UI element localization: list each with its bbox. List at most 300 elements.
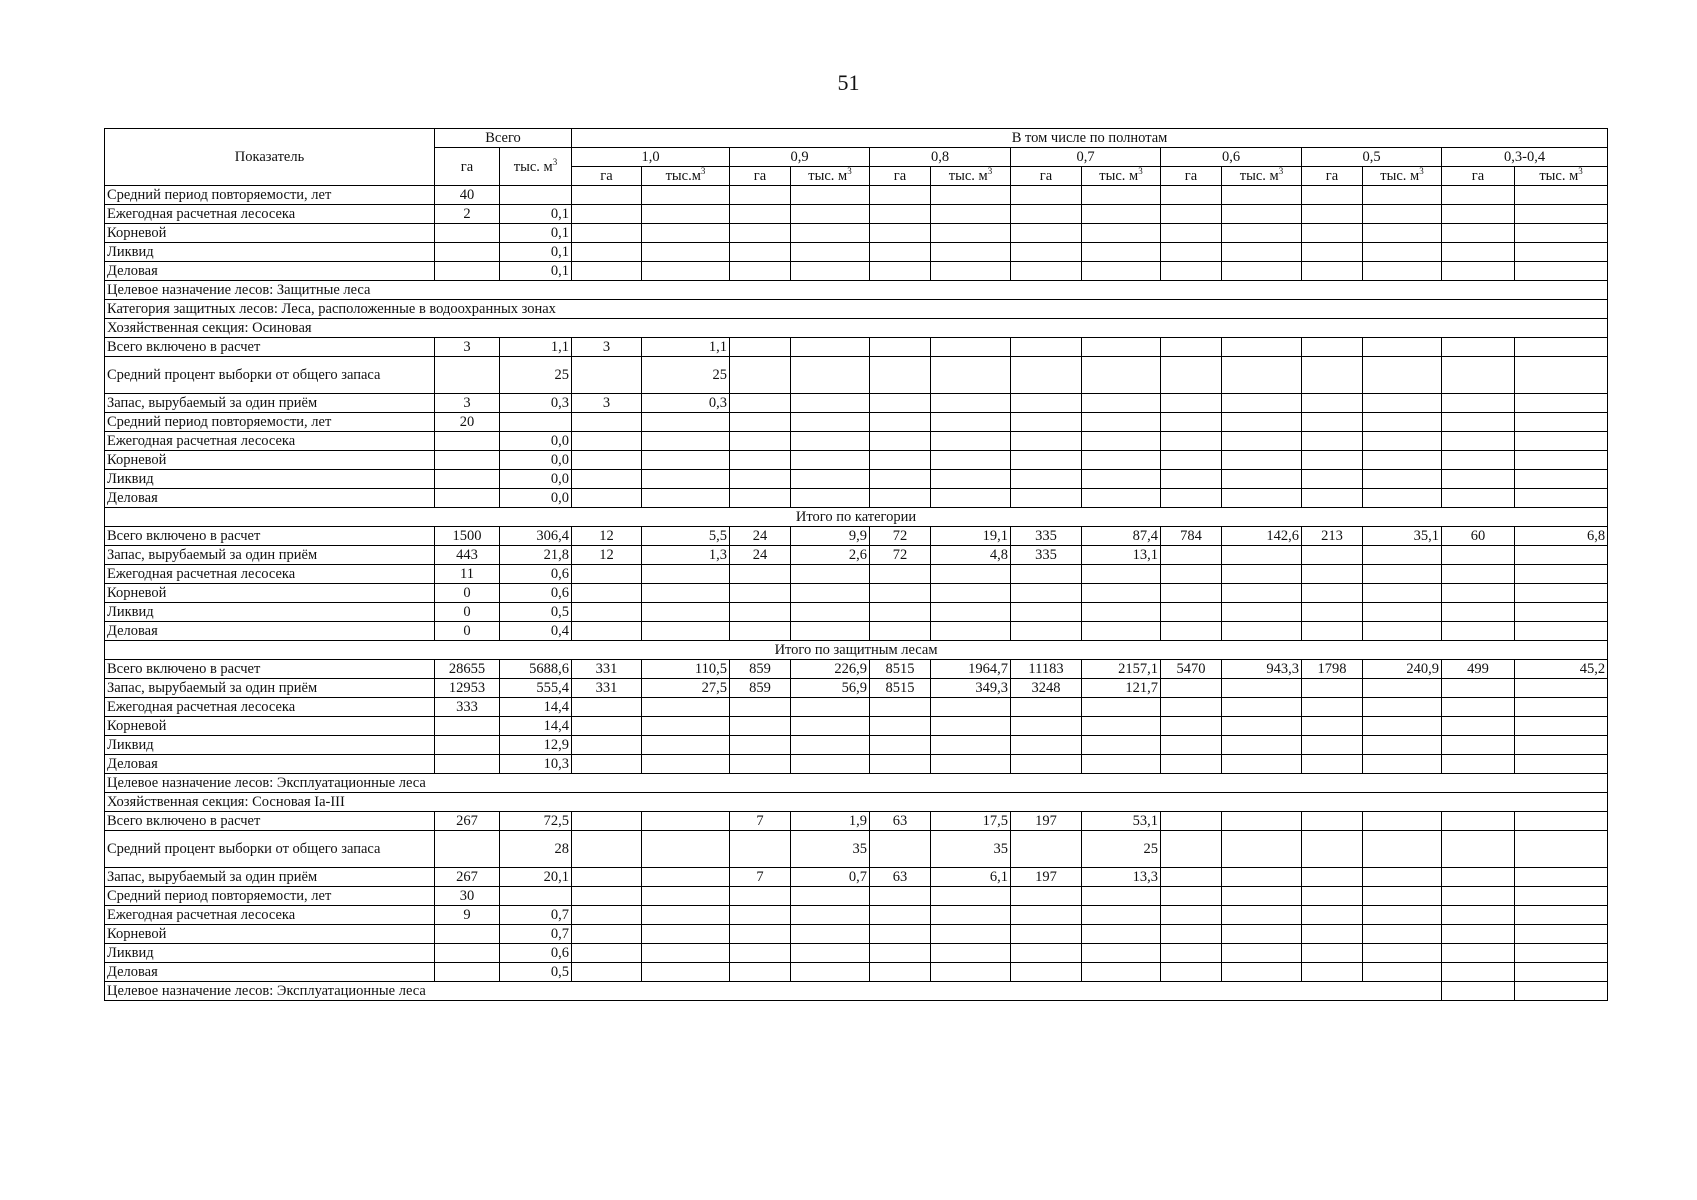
cell-volume: 56,9 xyxy=(791,679,870,698)
cell-area-ha xyxy=(572,489,642,508)
cell-area-ha xyxy=(572,413,642,432)
cell-area-ha xyxy=(572,451,642,470)
table-row xyxy=(105,831,1608,868)
cell-area-ha: 0 xyxy=(435,603,500,622)
cell-area-ha xyxy=(1302,262,1363,281)
cell-volume xyxy=(642,243,730,262)
cell-volume: 110,5 xyxy=(642,660,730,679)
cell-volume xyxy=(791,205,870,224)
cell-area-ha xyxy=(1442,906,1515,925)
cell-volume xyxy=(642,736,730,755)
cell-area-ha xyxy=(870,755,931,774)
cell-volume: 2157,1 xyxy=(1082,660,1161,679)
cell-area-ha xyxy=(870,489,931,508)
cell-area-ha xyxy=(1161,603,1222,622)
cell-area-ha: 63 xyxy=(870,868,931,887)
table-row xyxy=(105,470,1608,489)
cell-volume xyxy=(791,470,870,489)
cell-area-ha xyxy=(1161,186,1222,205)
cell-volume xyxy=(931,394,1011,413)
cell-volume: 0,1 xyxy=(500,262,572,281)
table-row xyxy=(105,205,1608,224)
cell-volume xyxy=(1363,698,1442,717)
table-row xyxy=(105,944,1608,963)
subheader-ha: га xyxy=(1011,167,1082,186)
cell-area-ha: 213 xyxy=(1302,527,1363,546)
cell-area-ha xyxy=(1161,205,1222,224)
cell-volume xyxy=(1222,963,1302,982)
cell-area-ha xyxy=(435,243,500,262)
cell-volume xyxy=(1515,963,1608,982)
cell-volume xyxy=(642,262,730,281)
cell-area-ha xyxy=(870,413,931,432)
table-row xyxy=(105,186,1608,205)
cell-area-ha xyxy=(730,224,791,243)
cell-area-ha xyxy=(435,736,500,755)
cell-volume xyxy=(1222,186,1302,205)
cell-volume xyxy=(1515,812,1608,831)
cell-area-ha: 331 xyxy=(572,660,642,679)
cell-volume xyxy=(931,906,1011,925)
cell-area-ha xyxy=(1161,584,1222,603)
row-label: Деловая xyxy=(105,262,435,281)
cell-volume xyxy=(1222,603,1302,622)
cell-volume xyxy=(1515,186,1608,205)
cell-area-ha: 28655 xyxy=(435,660,500,679)
cell-area-ha xyxy=(870,470,931,489)
cell-volume xyxy=(1222,243,1302,262)
cell-volume xyxy=(1082,584,1161,603)
cell-volume xyxy=(1363,925,1442,944)
cell-area-ha xyxy=(1011,717,1082,736)
cell-area-ha xyxy=(1442,338,1515,357)
cell-volume xyxy=(1515,736,1608,755)
cell-volume xyxy=(791,906,870,925)
subheader-ha: га xyxy=(1161,167,1222,186)
cell-area-ha xyxy=(1011,186,1082,205)
cell-area-ha: 9 xyxy=(435,906,500,925)
cell-volume xyxy=(1363,906,1442,925)
cell-volume xyxy=(1515,831,1608,868)
cell-area-ha: 197 xyxy=(1011,812,1082,831)
cell-area-ha xyxy=(870,944,931,963)
row-label: Ежегодная расчетная лесосека xyxy=(105,906,435,925)
subheader-ha: га xyxy=(572,167,642,186)
cell-area-ha xyxy=(1161,887,1222,906)
cell-volume: 2,6 xyxy=(791,546,870,565)
table-row xyxy=(105,906,1608,925)
row-label: Корневой xyxy=(105,717,435,736)
cell-area-ha xyxy=(572,717,642,736)
row-label: Запас, вырубаемый за один приём xyxy=(105,679,435,698)
cell-volume xyxy=(642,451,730,470)
cell-volume xyxy=(791,736,870,755)
cell-volume xyxy=(1363,489,1442,508)
cell-area-ha: 72 xyxy=(870,527,931,546)
cell-volume xyxy=(931,603,1011,622)
cell-volume xyxy=(791,224,870,243)
cell-volume: 0,6 xyxy=(500,565,572,584)
cell-area-ha: 12 xyxy=(572,546,642,565)
cell-area-ha xyxy=(572,887,642,906)
row-label: Ежегодная расчетная лесосека xyxy=(105,565,435,584)
cell-volume: 27,5 xyxy=(642,679,730,698)
cell-area-ha xyxy=(435,489,500,508)
cell-volume xyxy=(1515,205,1608,224)
cell-area-ha xyxy=(1161,868,1222,887)
cell-volume xyxy=(1222,262,1302,281)
section-heading: Хозяйственная секция: Сосновая Iа-III xyxy=(105,793,1608,812)
cell-area-ha xyxy=(870,243,931,262)
cell-area-ha xyxy=(1011,451,1082,470)
cell-volume xyxy=(931,243,1011,262)
row-label: Деловая xyxy=(105,622,435,641)
cell-area-ha xyxy=(1302,603,1363,622)
cell-area-ha xyxy=(730,698,791,717)
cell-volume: 0,3 xyxy=(500,394,572,413)
cell-volume xyxy=(791,489,870,508)
cell-volume xyxy=(931,698,1011,717)
cell-area-ha xyxy=(1302,963,1363,982)
cell-area-ha xyxy=(1011,413,1082,432)
subtotal-heading: Итого по защитным лесам xyxy=(105,641,1608,660)
table-row xyxy=(105,982,1608,1001)
cell-area-ha xyxy=(870,717,931,736)
table-row xyxy=(105,755,1608,774)
cell-volume xyxy=(931,944,1011,963)
cell-area-ha: 24 xyxy=(730,527,791,546)
cell-volume xyxy=(791,243,870,262)
cell-volume: 20,1 xyxy=(500,868,572,887)
table-row xyxy=(105,793,1608,812)
cell-area-ha xyxy=(1011,963,1082,982)
row-label: Всего включено в расчет xyxy=(105,338,435,357)
cell-area-ha xyxy=(1442,755,1515,774)
cell-area-ha: 11183 xyxy=(1011,660,1082,679)
empty-cell xyxy=(1515,982,1608,1001)
cell-volume xyxy=(791,584,870,603)
cell-area-ha xyxy=(1302,831,1363,868)
subheader-ha: га xyxy=(1442,167,1515,186)
cell-volume xyxy=(642,205,730,224)
table-row xyxy=(105,262,1608,281)
cell-volume xyxy=(931,717,1011,736)
cell-volume xyxy=(1363,186,1442,205)
cell-area-ha xyxy=(1161,622,1222,641)
cell-area-ha xyxy=(1442,565,1515,584)
row-label: Деловая xyxy=(105,963,435,982)
cell-area-ha: 859 xyxy=(730,679,791,698)
row-label: Всего включено в расчет xyxy=(105,527,435,546)
table-row xyxy=(105,963,1608,982)
cell-area-ha xyxy=(1302,224,1363,243)
cell-volume xyxy=(1222,622,1302,641)
cell-volume: 21,8 xyxy=(500,546,572,565)
cell-area-ha xyxy=(1011,925,1082,944)
cell-area-ha xyxy=(1302,679,1363,698)
cell-volume xyxy=(1082,944,1161,963)
cell-area-ha xyxy=(572,698,642,717)
cell-area-ha: 60 xyxy=(1442,527,1515,546)
cell-area-ha: 8515 xyxy=(870,679,931,698)
table-row xyxy=(105,281,1608,300)
cell-volume xyxy=(642,470,730,489)
cell-volume: 0,6 xyxy=(500,584,572,603)
cell-volume xyxy=(931,338,1011,357)
cell-area-ha xyxy=(730,186,791,205)
cell-volume xyxy=(1363,736,1442,755)
cell-area-ha: 8515 xyxy=(870,660,931,679)
cell-area-ha xyxy=(1161,679,1222,698)
cell-volume xyxy=(791,925,870,944)
cell-volume xyxy=(931,622,1011,641)
cell-area-ha xyxy=(1442,489,1515,508)
cell-volume xyxy=(1363,394,1442,413)
cell-volume xyxy=(642,944,730,963)
cell-area-ha xyxy=(1161,565,1222,584)
cell-area-ha xyxy=(730,432,791,451)
table-row xyxy=(105,698,1608,717)
cell-volume xyxy=(1222,584,1302,603)
cell-volume: 0,0 xyxy=(500,451,572,470)
cell-volume: 121,7 xyxy=(1082,679,1161,698)
cell-volume: 28 xyxy=(500,831,572,868)
cell-area-ha xyxy=(435,944,500,963)
cell-area-ha xyxy=(1302,243,1363,262)
cell-volume xyxy=(1515,755,1608,774)
cell-volume: 13,1 xyxy=(1082,546,1161,565)
cell-area-ha xyxy=(870,394,931,413)
header-density-1-0: 1,0 xyxy=(572,148,730,167)
cell-area-ha xyxy=(1011,603,1082,622)
cell-area-ha xyxy=(730,925,791,944)
cell-area-ha xyxy=(870,357,931,394)
subheader-volume: $тыс.м^3$ xyxy=(642,167,730,186)
cell-volume xyxy=(642,413,730,432)
cell-area-ha xyxy=(730,736,791,755)
cell-area-ha xyxy=(1442,868,1515,887)
cell-area-ha xyxy=(572,925,642,944)
row-label: Всего включено в расчет xyxy=(105,812,435,831)
cell-area-ha xyxy=(1302,489,1363,508)
cell-volume xyxy=(1515,925,1608,944)
cell-area-ha xyxy=(870,622,931,641)
cell-area-ha xyxy=(1161,736,1222,755)
cell-area-ha: 1798 xyxy=(1302,660,1363,679)
cell-area-ha xyxy=(730,755,791,774)
cell-volume: 0,1 xyxy=(500,243,572,262)
cell-area-ha: 24 xyxy=(730,546,791,565)
cell-volume xyxy=(791,565,870,584)
cell-volume xyxy=(791,717,870,736)
cell-area-ha xyxy=(1161,338,1222,357)
cell-area-ha: 12 xyxy=(572,527,642,546)
cell-area-ha xyxy=(1442,243,1515,262)
cell-area-ha xyxy=(572,831,642,868)
cell-volume xyxy=(1363,679,1442,698)
cell-volume xyxy=(931,224,1011,243)
cell-area-ha xyxy=(1011,243,1082,262)
cell-volume xyxy=(1222,868,1302,887)
cell-area-ha xyxy=(1442,717,1515,736)
cell-volume: 0,1 xyxy=(500,224,572,243)
cell-area-ha xyxy=(572,584,642,603)
header-density-0-7: 0,7 xyxy=(1011,148,1161,167)
cell-area-ha xyxy=(1302,584,1363,603)
cell-volume xyxy=(791,186,870,205)
cell-volume: 349,3 xyxy=(931,679,1011,698)
cell-area-ha xyxy=(1442,451,1515,470)
cell-area-ha xyxy=(1161,963,1222,982)
table-row xyxy=(105,679,1608,698)
cell-volume xyxy=(642,603,730,622)
cell-area-ha: 859 xyxy=(730,660,791,679)
cell-volume: 1964,7 xyxy=(931,660,1011,679)
table-row xyxy=(105,357,1608,394)
cell-volume xyxy=(791,755,870,774)
cell-area-ha xyxy=(730,205,791,224)
cell-area-ha xyxy=(1161,451,1222,470)
cell-area-ha xyxy=(1442,622,1515,641)
cell-volume xyxy=(1222,831,1302,868)
row-label: Запас, вырубаемый за один приём xyxy=(105,394,435,413)
cell-volume: 53,1 xyxy=(1082,812,1161,831)
subtotal-heading: Итого по категории xyxy=(105,508,1608,527)
cell-volume xyxy=(931,413,1011,432)
cell-area-ha xyxy=(1161,906,1222,925)
cell-volume xyxy=(1515,262,1608,281)
header-density-0-6: 0,6 xyxy=(1161,148,1302,167)
cell-area-ha: 3 xyxy=(435,394,500,413)
cell-area-ha xyxy=(435,451,500,470)
cell-area-ha: 333 xyxy=(435,698,500,717)
table-row xyxy=(105,413,1608,432)
table-row xyxy=(105,622,1608,641)
cell-area-ha: 1500 xyxy=(435,527,500,546)
cell-volume: 35 xyxy=(791,831,870,868)
cell-area-ha xyxy=(572,243,642,262)
cell-volume: 6,8 xyxy=(1515,527,1608,546)
subheader-volume: тыс. $м^3$ xyxy=(1082,167,1161,186)
cell-area-ha: 331 xyxy=(572,679,642,698)
cell-area-ha xyxy=(435,755,500,774)
cell-area-ha xyxy=(1442,186,1515,205)
cell-area-ha xyxy=(870,565,931,584)
cell-volume xyxy=(1363,224,1442,243)
cell-volume xyxy=(1222,736,1302,755)
cell-volume xyxy=(791,963,870,982)
cell-area-ha xyxy=(870,925,931,944)
cell-volume xyxy=(642,963,730,982)
section-heading: Хозяйственная секция: Осиновая xyxy=(105,319,1608,338)
cell-area-ha xyxy=(1302,698,1363,717)
cell-area-ha xyxy=(572,432,642,451)
cell-volume xyxy=(1222,546,1302,565)
cell-volume xyxy=(791,432,870,451)
cell-area-ha xyxy=(1302,394,1363,413)
cell-volume xyxy=(1082,432,1161,451)
cell-area-ha xyxy=(730,357,791,394)
table-row xyxy=(105,887,1608,906)
subheader-volume: тыс. $м^3$ xyxy=(1363,167,1442,186)
table-row xyxy=(105,489,1608,508)
cell-area-ha xyxy=(1161,243,1222,262)
cell-area-ha xyxy=(1302,546,1363,565)
header-including-densities: В том числе по полнотам xyxy=(572,129,1608,148)
cell-area-ha xyxy=(1161,698,1222,717)
cell-volume xyxy=(931,432,1011,451)
cell-area-ha: 197 xyxy=(1011,868,1082,887)
cell-volume xyxy=(931,451,1011,470)
row-label: Средний период повторяемости, лет xyxy=(105,186,435,205)
header-density-0-5: 0,5 xyxy=(1302,148,1442,167)
cell-area-ha xyxy=(1442,831,1515,868)
cell-area-ha xyxy=(1161,812,1222,831)
cell-area-ha xyxy=(1011,205,1082,224)
section-heading: Целевое назначение лесов: Защитные леса xyxy=(105,281,1608,300)
cell-area-ha xyxy=(1442,736,1515,755)
cell-area-ha xyxy=(1161,944,1222,963)
cell-area-ha xyxy=(1161,357,1222,394)
cell-volume xyxy=(1515,868,1608,887)
cell-volume: 9,9 xyxy=(791,527,870,546)
cell-area-ha xyxy=(1442,470,1515,489)
cell-area-ha xyxy=(1161,470,1222,489)
cell-volume: 0,0 xyxy=(500,470,572,489)
cell-volume xyxy=(1082,413,1161,432)
cell-area-ha xyxy=(870,224,931,243)
cell-volume xyxy=(1515,224,1608,243)
table-row xyxy=(105,565,1608,584)
cell-volume xyxy=(1363,205,1442,224)
cell-volume xyxy=(500,186,572,205)
cell-area-ha: 12953 xyxy=(435,679,500,698)
cell-area-ha xyxy=(572,262,642,281)
cell-volume xyxy=(1363,470,1442,489)
cell-area-ha xyxy=(1161,432,1222,451)
cell-volume: 0,7 xyxy=(500,906,572,925)
cell-volume xyxy=(642,755,730,774)
cell-volume: 0,7 xyxy=(791,868,870,887)
header-total-ha: га xyxy=(435,148,500,186)
cell-area-ha: 3 xyxy=(435,338,500,357)
cell-area-ha xyxy=(1442,925,1515,944)
cell-volume xyxy=(1222,413,1302,432)
cell-area-ha xyxy=(1161,717,1222,736)
cell-volume: 10,3 xyxy=(500,755,572,774)
cell-volume xyxy=(1082,470,1161,489)
cell-volume xyxy=(1222,338,1302,357)
cell-volume xyxy=(642,717,730,736)
cell-area-ha xyxy=(1442,205,1515,224)
cell-volume xyxy=(642,565,730,584)
cell-area-ha: 72 xyxy=(870,546,931,565)
cell-volume: 0,5 xyxy=(500,603,572,622)
cell-area-ha xyxy=(730,262,791,281)
forest-calculation-table xyxy=(104,128,1608,1001)
cell-volume xyxy=(1082,205,1161,224)
cell-volume xyxy=(642,224,730,243)
cell-volume: 240,9 xyxy=(1363,660,1442,679)
cell-volume xyxy=(1515,622,1608,641)
cell-volume: 13,3 xyxy=(1082,868,1161,887)
cell-volume xyxy=(931,489,1011,508)
cell-volume xyxy=(1082,717,1161,736)
cell-area-ha xyxy=(1302,755,1363,774)
row-label: Средний процент выборки от общего запаса xyxy=(105,831,435,868)
cell-volume: 35,1 xyxy=(1363,527,1442,546)
table-row xyxy=(105,660,1608,679)
